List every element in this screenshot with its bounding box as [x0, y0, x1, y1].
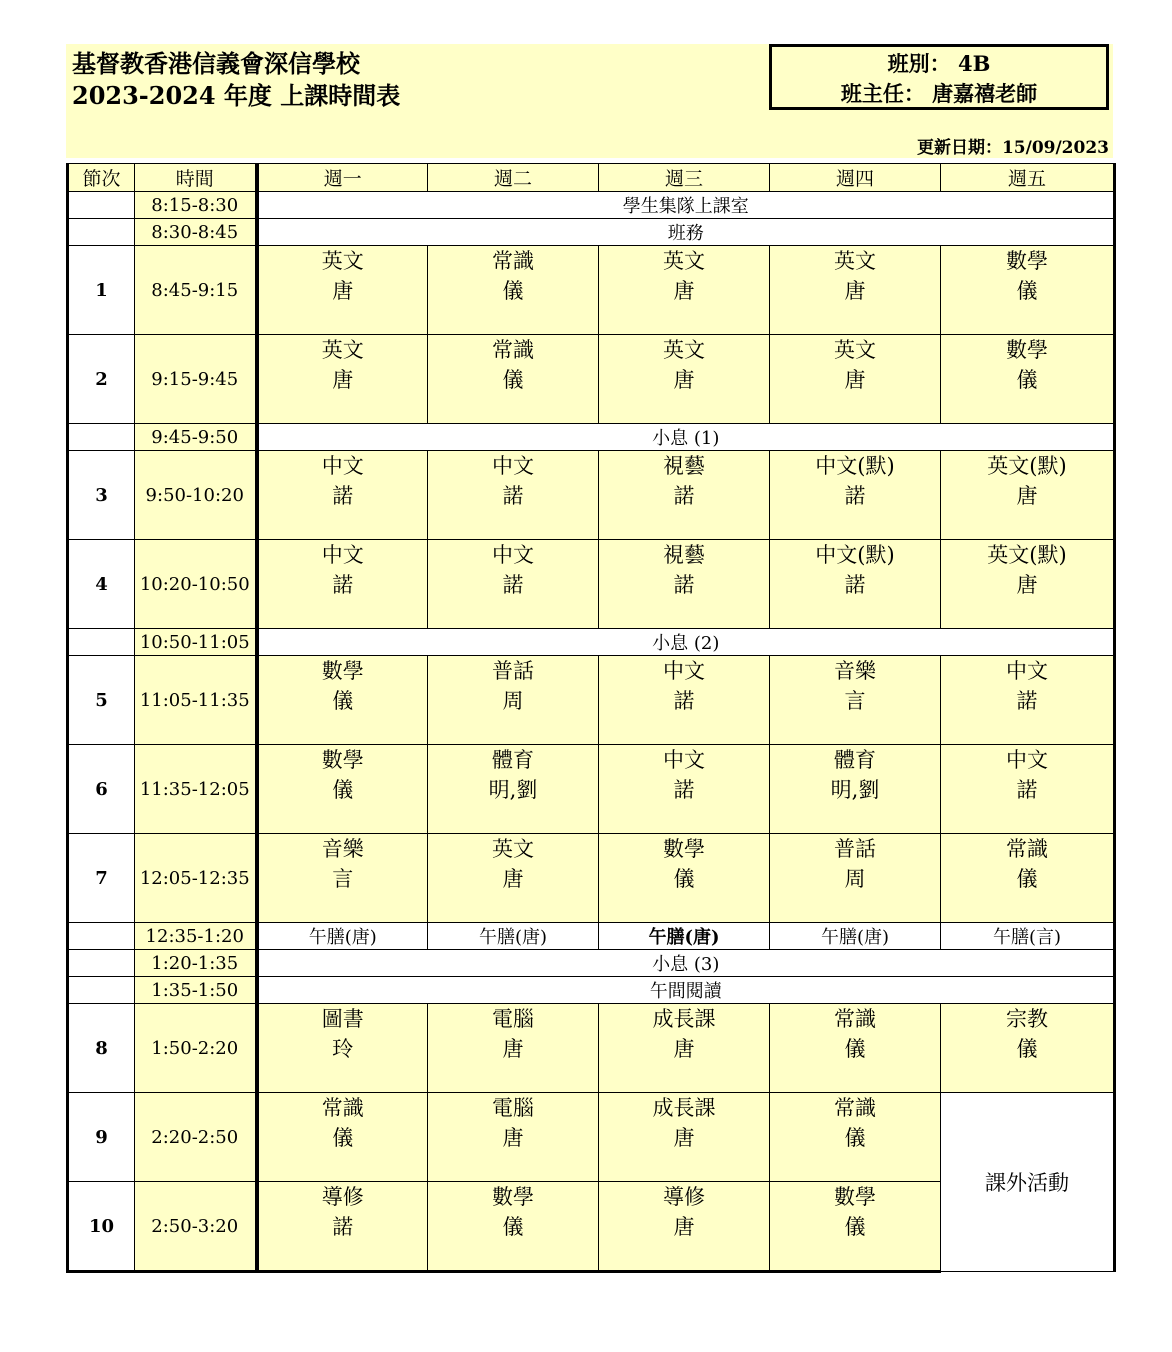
subject-name: 英文	[321, 249, 364, 273]
teacher-name: 諾	[1016, 778, 1038, 802]
subject-name: 中文(默)	[815, 543, 895, 567]
period-number	[68, 977, 135, 1004]
subject-name: 英文	[663, 249, 705, 273]
school-name: 基督教香港信義會深信學校	[72, 49, 360, 78]
column-header: 節次	[68, 164, 135, 192]
period-number: 4	[68, 540, 135, 629]
lesson-cell	[599, 451, 770, 540]
time-slot: 10:50-11:05	[135, 629, 257, 656]
teacher-name: 唐	[502, 1126, 524, 1150]
lunch-cell: 午膳(唐)	[599, 923, 770, 950]
subject-name: 圖書	[321, 1007, 364, 1031]
subject-name: 英文	[321, 338, 364, 362]
teacher-name: 諾	[502, 484, 524, 508]
lesson-cell	[257, 246, 428, 335]
activity-span: 學生集隊上課室	[257, 192, 1115, 219]
subject-name: 常識	[321, 1096, 364, 1120]
period-number	[68, 923, 135, 950]
timetable-grid	[66, 163, 1116, 1273]
lesson-cell	[428, 246, 599, 335]
lesson-cell	[257, 656, 428, 745]
lunch-cell: 午膳(言)	[941, 923, 1115, 950]
lesson-cell	[770, 540, 941, 629]
lesson-row	[68, 834, 1115, 923]
time-slot: 8:45-9:15	[135, 246, 257, 335]
subject-name: 中文	[492, 543, 534, 567]
teacher-name: 周	[502, 689, 524, 713]
teacher-name: 唐	[332, 279, 354, 303]
time-slot: 1:35-1:50	[135, 977, 257, 1004]
lesson-row	[68, 1093, 1115, 1182]
teacher-name: 諾	[1016, 689, 1038, 713]
lesson-cell	[770, 1004, 941, 1093]
period-number	[68, 424, 135, 451]
subject-name: 數學	[321, 748, 364, 772]
subject-name: 英文	[834, 249, 876, 273]
time-slot: 9:45-9:50	[135, 424, 257, 451]
activity-span: 小息 (3)	[257, 950, 1115, 977]
lesson-cell	[770, 656, 941, 745]
teacher-name: 唐	[844, 368, 866, 392]
teacher-name: 儀	[1016, 867, 1038, 891]
lesson-cell	[941, 335, 1115, 424]
time-slot: 12:05-12:35	[135, 834, 257, 923]
lesson-cell	[257, 1004, 428, 1093]
subject-name: 電腦	[492, 1007, 534, 1031]
lesson-row	[68, 656, 1115, 745]
break-row	[68, 923, 1115, 950]
teacher-name: 儀	[1016, 1037, 1038, 1061]
period-number: 5	[68, 656, 135, 745]
lesson-cell	[941, 745, 1115, 834]
lesson-cell	[428, 335, 599, 424]
subject-name: 視藝	[663, 454, 705, 478]
subject-name: 導修	[321, 1185, 364, 1209]
subject-name: 常識	[492, 338, 534, 362]
teacher-name: 周	[844, 867, 866, 891]
teacher-name: 唐	[673, 368, 695, 392]
teacher-name: 儀	[673, 867, 695, 891]
header-row	[68, 164, 1115, 192]
subject-name: 英文	[492, 837, 534, 861]
lesson-cell	[428, 451, 599, 540]
subject-name: 體育	[834, 748, 876, 772]
time-slot: 11:05-11:35	[135, 656, 257, 745]
lesson-cell	[770, 1093, 941, 1182]
break-row	[68, 424, 1115, 451]
lesson-cell	[941, 540, 1115, 629]
teacher-name: 儀	[844, 1037, 866, 1061]
teacher-name: 儀	[1016, 368, 1038, 392]
teacher-name: 儀	[502, 279, 524, 303]
period-number	[68, 219, 135, 246]
teacher-name: 唐	[502, 867, 524, 891]
column-header: 時間	[135, 164, 257, 192]
subject-name: 數學	[321, 659, 364, 683]
lunch-cell: 午膳(唐)	[257, 923, 428, 950]
lesson-cell	[941, 834, 1115, 923]
lesson-cell	[770, 246, 941, 335]
activity-span: 班務	[257, 219, 1115, 246]
teacher-name: 儀	[844, 1215, 866, 1239]
lesson-cell	[428, 834, 599, 923]
subject-name: 英文(默)	[987, 543, 1067, 567]
lesson-cell	[941, 451, 1115, 540]
teacher-name: 唐	[1016, 573, 1038, 597]
column-header: 週一	[257, 164, 428, 192]
subject-name: 普話	[492, 659, 534, 683]
teacher-name: 唐	[502, 1037, 524, 1061]
subject-name: 導修	[663, 1185, 705, 1209]
teacher-name: 明,劉	[488, 778, 538, 802]
time-slot: 9:15-9:45	[135, 335, 257, 424]
subject-name: 英文(默)	[987, 454, 1067, 478]
lesson-row	[68, 246, 1115, 335]
period-number: 1	[68, 246, 135, 335]
period-number: 2	[68, 335, 135, 424]
subject-name: 中文(默)	[815, 454, 895, 478]
activity-span: 小息 (1)	[257, 424, 1115, 451]
subject-name: 成長課	[652, 1007, 716, 1031]
teacher-name: 明,劉	[830, 778, 880, 802]
class-info-box	[769, 44, 1109, 110]
column-header: 週二	[428, 164, 599, 192]
column-header: 週四	[770, 164, 941, 192]
teacher-name: 諾	[332, 1215, 354, 1239]
teacher-name: 唐	[673, 1126, 695, 1150]
lesson-cell	[257, 834, 428, 923]
subject-name: 數學	[492, 1185, 534, 1209]
teacher-name: 諾	[673, 573, 695, 597]
lesson-cell	[428, 540, 599, 629]
lesson-cell	[428, 1093, 599, 1182]
teacher-name: 儀	[502, 368, 524, 392]
lesson-row	[68, 540, 1115, 629]
lesson-cell	[599, 834, 770, 923]
subject-name: 英文	[663, 338, 705, 362]
break-row	[68, 629, 1115, 656]
subject-name: 數學	[663, 837, 705, 861]
teacher-name: 諾	[673, 689, 695, 713]
activity-span: 小息 (2)	[257, 629, 1115, 656]
lesson-cell	[770, 335, 941, 424]
subject-name: 中文	[663, 748, 705, 772]
teacher-name: 儀	[332, 689, 354, 713]
teacher-name: 言	[844, 689, 866, 713]
lesson-cell	[599, 1182, 770, 1272]
lesson-cell	[257, 451, 428, 540]
lunch-cell: 午膳(唐)	[428, 923, 599, 950]
lesson-cell	[941, 1004, 1115, 1093]
timetable-header	[66, 44, 1113, 158]
break-row	[68, 192, 1115, 219]
teacher-name: 諾	[332, 573, 354, 597]
lesson-cell	[599, 335, 770, 424]
teacher-name: 儀	[844, 1126, 866, 1150]
time-slot: 1:20-1:35	[135, 950, 257, 977]
period-number: 9	[68, 1093, 135, 1182]
teacher-name: 諾	[673, 778, 695, 802]
time-slot: 12:35-1:20	[135, 923, 257, 950]
teacher-name: 諾	[332, 484, 354, 508]
lesson-cell	[428, 745, 599, 834]
time-slot: 2:20-2:50	[135, 1093, 257, 1182]
period-number	[68, 950, 135, 977]
lesson-cell	[770, 451, 941, 540]
teacher-name: 諾	[502, 573, 524, 597]
teacher-name: 儀	[1016, 279, 1038, 303]
teacher-name: 玲	[332, 1037, 354, 1061]
lesson-cell	[599, 1093, 770, 1182]
subject-name: 宗教	[1006, 1007, 1048, 1031]
lesson-cell	[599, 540, 770, 629]
column-header: 週五	[941, 164, 1115, 192]
period-number	[68, 192, 135, 219]
subject-name: 常識	[1006, 837, 1048, 861]
subject-name: 中文	[321, 543, 364, 567]
teacher-name: 言	[332, 867, 354, 891]
period-number: 6	[68, 745, 135, 834]
class-teacher-label: 班主任： 唐嘉禧老師	[840, 81, 1038, 106]
time-slot: 8:15-8:30	[135, 192, 257, 219]
lesson-cell	[599, 1004, 770, 1093]
teacher-name: 儀	[332, 1126, 354, 1150]
subject-name: 視藝	[663, 543, 705, 567]
extracurricular-cell: 課外活動	[941, 1093, 1115, 1272]
teacher-name: 唐	[1016, 484, 1038, 508]
subject-name: 數學	[1006, 249, 1048, 273]
lesson-cell	[428, 1004, 599, 1093]
subject-name: 中文	[492, 454, 534, 478]
break-row	[68, 977, 1115, 1004]
teacher-name: 諾	[844, 484, 866, 508]
updated-date: 更新日期：15/09/2023	[916, 138, 1109, 158]
teacher-name: 唐	[844, 279, 866, 303]
class-label: 班別： 4B	[887, 51, 991, 76]
lesson-cell	[941, 246, 1115, 335]
period-number: 7	[68, 834, 135, 923]
teacher-name: 唐	[673, 1037, 695, 1061]
subject-name: 普話	[834, 837, 876, 861]
teacher-name: 唐	[673, 279, 695, 303]
period-number: 10	[68, 1182, 135, 1272]
subject-name: 音樂	[834, 659, 876, 683]
period-number	[68, 629, 135, 656]
lesson-cell	[599, 745, 770, 834]
teacher-name: 唐	[673, 1215, 695, 1239]
lesson-row	[68, 745, 1115, 834]
lesson-cell	[428, 1182, 599, 1272]
column-header: 週三	[599, 164, 770, 192]
subject-name: 常識	[834, 1007, 876, 1031]
teacher-name: 儀	[332, 778, 354, 802]
subject-name: 中文	[1006, 748, 1048, 772]
subject-name: 中文	[321, 454, 364, 478]
subject-name: 電腦	[492, 1096, 534, 1120]
subject-name: 數學	[834, 1185, 876, 1209]
period-number: 8	[68, 1004, 135, 1093]
subject-name: 常識	[492, 249, 534, 273]
time-slot: 10:20-10:50	[135, 540, 257, 629]
activity-span: 午間閱讀	[257, 977, 1115, 1004]
teacher-name: 儀	[502, 1215, 524, 1239]
time-slot: 1:50-2:20	[135, 1004, 257, 1093]
subject-name: 常識	[834, 1096, 876, 1120]
lesson-cell	[257, 540, 428, 629]
subject-name: 體育	[492, 748, 534, 772]
subject-name: 中文	[663, 659, 705, 683]
timetable-title: 2023-2024 年度 上課時間表	[72, 81, 401, 110]
subject-name: 成長課	[652, 1096, 716, 1120]
lesson-row	[68, 335, 1115, 424]
period-number: 3	[68, 451, 135, 540]
time-slot: 2:50-3:20	[135, 1182, 257, 1272]
teacher-name: 諾	[844, 573, 866, 597]
teacher-name: 諾	[673, 484, 695, 508]
subject-name: 數學	[1006, 338, 1048, 362]
lesson-cell	[770, 745, 941, 834]
lesson-cell	[257, 1182, 428, 1272]
subject-name: 音樂	[321, 837, 364, 861]
lesson-row	[68, 1004, 1115, 1093]
break-row	[68, 219, 1115, 246]
lesson-cell	[770, 1182, 941, 1272]
lesson-cell	[770, 834, 941, 923]
lesson-cell	[941, 656, 1115, 745]
lesson-row	[68, 451, 1115, 540]
time-slot: 11:35-12:05	[135, 745, 257, 834]
lesson-cell	[257, 1093, 428, 1182]
time-slot: 8:30-8:45	[135, 219, 257, 246]
subject-name: 英文	[834, 338, 876, 362]
subject-name: 中文	[1006, 659, 1048, 683]
lesson-cell	[428, 656, 599, 745]
teacher-name: 唐	[332, 368, 354, 392]
lesson-cell	[257, 335, 428, 424]
lunch-cell: 午膳(唐)	[770, 923, 941, 950]
lesson-cell	[599, 656, 770, 745]
lesson-cell	[257, 745, 428, 834]
lesson-cell	[599, 246, 770, 335]
break-row	[68, 950, 1115, 977]
time-slot: 9:50-10:20	[135, 451, 257, 540]
